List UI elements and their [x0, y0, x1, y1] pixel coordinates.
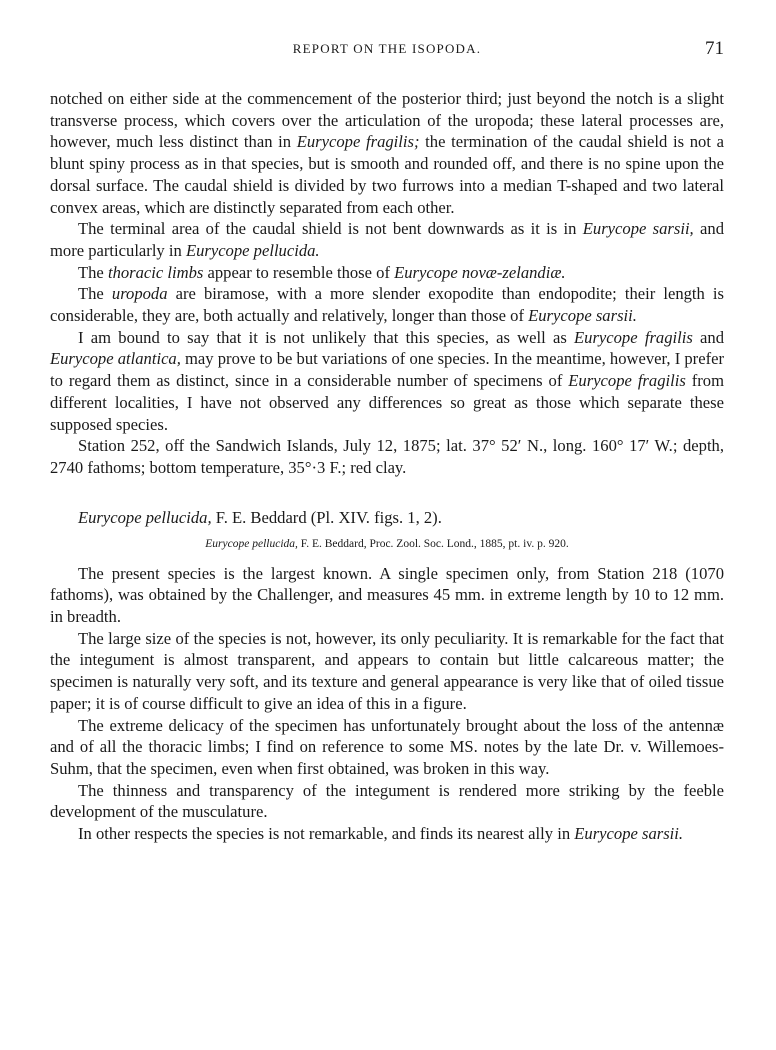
citation — [50, 535, 724, 553]
text-run: In other respects the species is not remarkable, and finds its nearest ally in — [78, 824, 575, 844]
paragraph — [50, 283, 724, 326]
species-heading-name: Eurycope pellucida, — [78, 507, 212, 527]
species-name: Eurycope pellucida. — [185, 240, 320, 260]
paragraph — [50, 262, 724, 284]
text-run: and — [692, 327, 724, 347]
document-body — [50, 88, 724, 845]
species-name: Eurycope fragilis — [574, 327, 693, 347]
paragraph: The large size of the species is not, however, its only peculiarity. It is remarkable for the fact that the integument is almost transparent, and appears to contain but little calcareous matter; the specimen is naturally very soft, and its texture and general appearance is very like that of oiled tissue paper; it is of course difficult to give an idea of this in a figure. — [50, 628, 724, 713]
paragraph — [50, 218, 724, 261]
station-paragraph: Station 252, off the Sandwich Islands, July 12, 1875; lat. 37° 52′ N., long. 160° 17′ W.; depth, 2740 fathoms; bottom temperature, 35°·3 F.; red clay. — [50, 436, 724, 477]
section-gap — [50, 479, 724, 507]
page-number: 71 — [705, 38, 724, 59]
text-run: The terminal area of the caudal shield is not bent downwards as it is in — [78, 219, 583, 239]
species-name: Eurycope sarsii, — [582, 219, 694, 239]
species-name: Eurycope fragilis; — [296, 132, 420, 152]
text-run: The — [78, 262, 108, 282]
paragraph: The extreme delicacy of the specimen has unfortunately brought about the loss of the antennæ and of all the thoracic limbs; I find on reference to some MS. notes by the late Dr. v. Willemoes-Suhm, that the specimen, even when first obtained, was broken in this way. — [50, 715, 724, 778]
text-run: from different localities, I have not observed any differences so great as those which separate these supposed species. — [50, 371, 724, 434]
text-run: I am bound to say that it is not unlikely that this species, as well as — [78, 327, 575, 347]
text-run: notched on either side at the commencement of the posterior third; just beyond the notch is a slight transverse process, which covers over the articulation of the uropoda; these lateral processes are, however, much less distinct than in — [50, 89, 724, 152]
paragraph: The present species is the largest known. A single specimen only, from Station 218 (1070 fathoms), was obtained by the Challenger, and measures 45 mm. in extreme length by 10 to 12 mm. in breadth. — [50, 563, 724, 627]
text-run: The — [78, 284, 112, 304]
species-name: Eurycope fragilis — [568, 371, 686, 391]
species-name: Eurycope sarsii. — [574, 824, 684, 844]
term-italic: thoracic limbs — [107, 262, 204, 282]
text-run: may prove to be but variations of one species. In the meantime, however, I prefer to regard them as distinct, since in a considerable number of specimens of — [50, 349, 724, 391]
species-heading-rest: F. E. Beddard (Pl. XIV. figs. 1, 2). — [211, 507, 442, 527]
paragraph — [50, 327, 724, 436]
running-title: REPORT ON THE ISOPODA. — [292, 41, 482, 56]
species-name: Eurycope novæ-zelandiæ. — [394, 262, 566, 282]
citation-name: Eurycope pellucida, — [205, 537, 298, 550]
text-run: the termination of the caudal shield is not a blunt spiny process as in that species, but is smooth and rounded off, and there is no spine upon the dorsal surface. The caudal shield is divided by two furrows into a median T-shaped and two lateral convex areas, which are distinctly separated from each other. — [50, 132, 724, 217]
text-run: are biramose, with a more slender exopodite than endopodite; their length is considerable, they are, both actually and relatively, longer than those of — [50, 284, 724, 326]
species-heading — [50, 507, 724, 529]
paragraph — [50, 823, 724, 845]
text-run: and more particularly in — [50, 219, 724, 260]
running-head — [50, 38, 724, 60]
paragraph: The thinness and transparency of the integument is rendered more striking by the feeble development of the musculature. — [50, 780, 724, 822]
citation-rest: F. E. Beddard, Proc. Zool. Soc. Lond., 1885, pt. iv. p. 920. — [297, 537, 569, 550]
species-name: Eurycope atlantica, — [50, 349, 181, 369]
term-italic: uropoda — [111, 284, 168, 304]
text-run: appear to resemble those of — [203, 262, 395, 282]
species-name: Eurycope sarsii. — [528, 306, 637, 326]
paragraph — [50, 88, 724, 218]
